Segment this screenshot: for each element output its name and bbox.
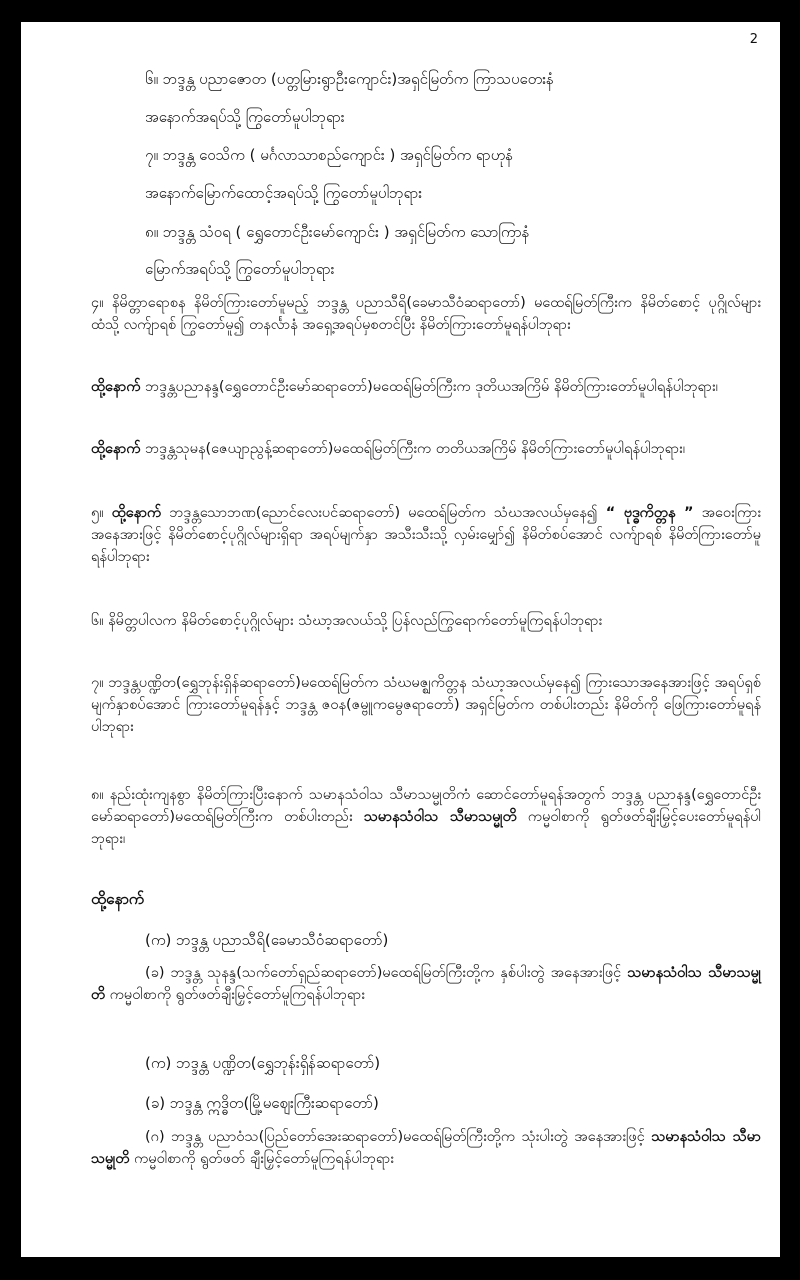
paragraph-text: ဘဒ္ဒန္တပညာနန္ဒ(ရွှေတောင်ဦးမော်ဆရာတော်)မထေရ်မြတ်ကြီးက ဒုတိယအကြိမ် နိမိတ်ကြားတော်မူပါရန်ပါဘုရား၊ — [140, 379, 718, 395]
paragraph-7: ၇။ ဘဒ္ဒန္တပဏ္ဍိတ(ရွှေဘုန်းရှိန်ဆရာတော်)မထေရ်မြတ်က သံဃမဇ္ဈကိတ္တန သံဃာ့အလယ်မှနေ၍ ကြားသောအနေအားဖြင့် အရပ်ရှစ်မျက်နှာစပ်အောင် ကြားတော်မူရန်နှင့် ဘဒ္ဒန္တ ဇဝန(ဇမ္ဗူကမွေဇရာတော်) အရှင်မြတ်က တစ်ပါးတည်း နိမိတ်ကို ဖြေကြားတော်မူရန်ပါဘုရား — [91, 675, 761, 735]
paragraph-text: ကမ္မဝါစာကို ရွတ်ဖတ်ချီးမြှင့်တော်မူကြရန်ပါဘုရား — [105, 987, 365, 1003]
list-item-kha-1 — [91, 962, 761, 1006]
list-item-7-line2: အနောက်မြောက်ထောင့်အရပ်သို့ ကြွတော်မူပါဘုရား — [145, 184, 423, 202]
paragraph-then-1 — [91, 376, 761, 398]
list-item-8-line1: ၈။ ဘဒ္ဒန္တ သံဝရ ( ရွှေတောင်ဦးမော်ကျောင်း ) အရှင်မြတ်က သောကြာနံ — [145, 223, 530, 241]
paragraph-text: (ဂ) ဘဒ္ဒန္တ ပညာဝံသ(ပြည်တော်အေးဆရာတော်)မထေရ်မြတ်ကြီးတို့က သုံးပါးတွဲ အနေအားဖြင့် — [145, 1129, 652, 1145]
list-item-6-line1: ၆။ ဘဒ္ဒန္တ ပညာဇောတ (ပတ္တမြားရွာဦးကျောင်း)အရှင်မြတ်က ကြာသပတေးနံ — [145, 70, 554, 88]
paragraph-text: ကမ္မဝါစာကို ရွတ်ဖတ်ချီးမြှင့်ပေးတော်မူရန်ပါဘုရား၊ — [91, 809, 761, 847]
sima-term: သမာနသံဝါသ သီမာသမ္မုတိ — [91, 965, 761, 1003]
then-label: ထို့နောက် — [91, 441, 141, 457]
then-label: ထို့နောက် — [91, 379, 141, 395]
buddha-kittana-term: “ ဗုဒ္ဓကိတ္တန ” — [605, 505, 694, 521]
paragraph-text: ၈။ နည်းထုံးကျနစွာ နိမိတ်ကြားပြီးနောက် သမာနသံဝါသ သီမာသမ္မုတိကံ ဆောင်တော်မူရန်အတွက် ဘဒ္ဒန္တ ပညာနန္ဒ(ရွှေတောင်ဦးမော်ဆရာတော်)မထေရ်မြတ်ကြီးက တစ်ပါးတည်း — [91, 787, 761, 825]
paragraph-text: ဘဒ္ဒန္တသောဘဏ(ညောင်လေးပင်ဆရာတော်) မထေရ်မြတ်က သံဃအလယ်မှနေ၍ — [161, 505, 606, 521]
then-label: ထို့နောက် — [111, 505, 162, 521]
list-item-6-line2: အနောက်အရပ်သို့ ကြွတော်မူပါဘုရား — [145, 108, 345, 126]
list-item-8-line2: မြောက်အရပ်သို့ ကြွတော်မူပါဘုရား — [145, 260, 335, 278]
paragraph-number: ၅။ — [91, 505, 112, 521]
paragraph-5 — [91, 502, 761, 568]
paragraph-text: (ခ) ဘဒ္ဒန္တ သုနန္ဒ(သက်တော်ရှည်ဆရာတော်)မထေရ်မြတ်ကြီးတို့က နှစ်ပါးတွဲ အနေအားဖြင့် — [145, 965, 628, 981]
paragraph-text: ဘဒ္ဒန္တသုမန(ဇေယျာညွန့်ဆရာတော်)မထေရ်မြတ်ကြီးက တတိယအကြိမ် နိမိတ်ကြားတော်မူပါရန်ပါဘုရား၊ — [140, 441, 686, 457]
then-heading: ထို့နောက် — [91, 890, 144, 908]
paragraph-6: ၆။ နိမိတ္တပါလက နိမိတ်စောင့်ပုဂ္ဂိုလ်များ သံဃာ့အလယ်သို့ ပြန်လည်ကြွရောက်တော်မူကြရန်ပါဘုရား — [91, 613, 603, 629]
list-item-kha-2: (ခ) ဘဒ္ဒန္တ ဣဒ္ဓိတ(မြို့မဈေးကြီးဆရာတော်) — [145, 1094, 379, 1112]
list-item-ka-1: (က) ဘဒ္ဒန္တ ပညာသီရိ(ခေမာသီဝံဆရာတော်) — [145, 931, 389, 949]
page-number: 2 — [749, 32, 758, 47]
list-item-7-line1: ၇။ ဘဒ္ဒန္တ ဝေသိက ( မင်္ဂလာသာစည်ကျောင်း ) အရှင်မြတ်က ရာဟုနံ — [145, 146, 514, 164]
list-item-ka-2: (က) ဘဒ္ဒန္တ ပဏ္ဍိတ(ရွှေဘုန်းရှိန်ဆရာတော်) — [145, 1054, 381, 1072]
paragraph-4: ၄။ နိမိတ္တာရောစန နိမိတ်ကြားတော်မူမည့် ဘဒ္ဒန္တ ပညာသီရိ(ခေမာသီဝံဆရာတော်) မထေရ်မြတ်ကြီးက နိမိတ်စောင့် ပုဂ္ဂိုလ်များထံသို့ လက်ျာရစ် ကြွတော်မူ၍ တနင်္လာနံ အရှေ့အရပ်မှစတင်ပြီး နိမိတ်ကြားတော်မူရန်ပါဘုရား — [91, 295, 761, 333]
paragraph-then-2 — [91, 438, 761, 460]
sima-term: သမာနသံဝါသ သီမာသမ္မုတိ — [363, 809, 517, 825]
paragraph-text: ကမ္မဝါစာကို ရွတ်ဖတ် ချီးမြှင့်တော်မူကြရန်ပါဘုရား — [129, 1151, 394, 1167]
sima-term: သမာနသံဝါသ သီမာသမ္မုတိ — [91, 1129, 761, 1167]
list-item-ga — [91, 1126, 761, 1170]
paragraph-text: အဝေးကြားအနေအားဖြင့် နိမိတ်စောင့်ပုဂ္ဂိုလ်များရှိရာ အရပ်မျက်နှာ အသီးသီးသို့ လှမ်းမျှော်၍ နိမိတ်စပ်အောင် လက်ျာရစ် နိမိတ်ကြားတော်မူရန်ပါဘုရား — [91, 505, 762, 565]
paragraph-8 — [91, 784, 761, 850]
document-page — [21, 22, 780, 1257]
